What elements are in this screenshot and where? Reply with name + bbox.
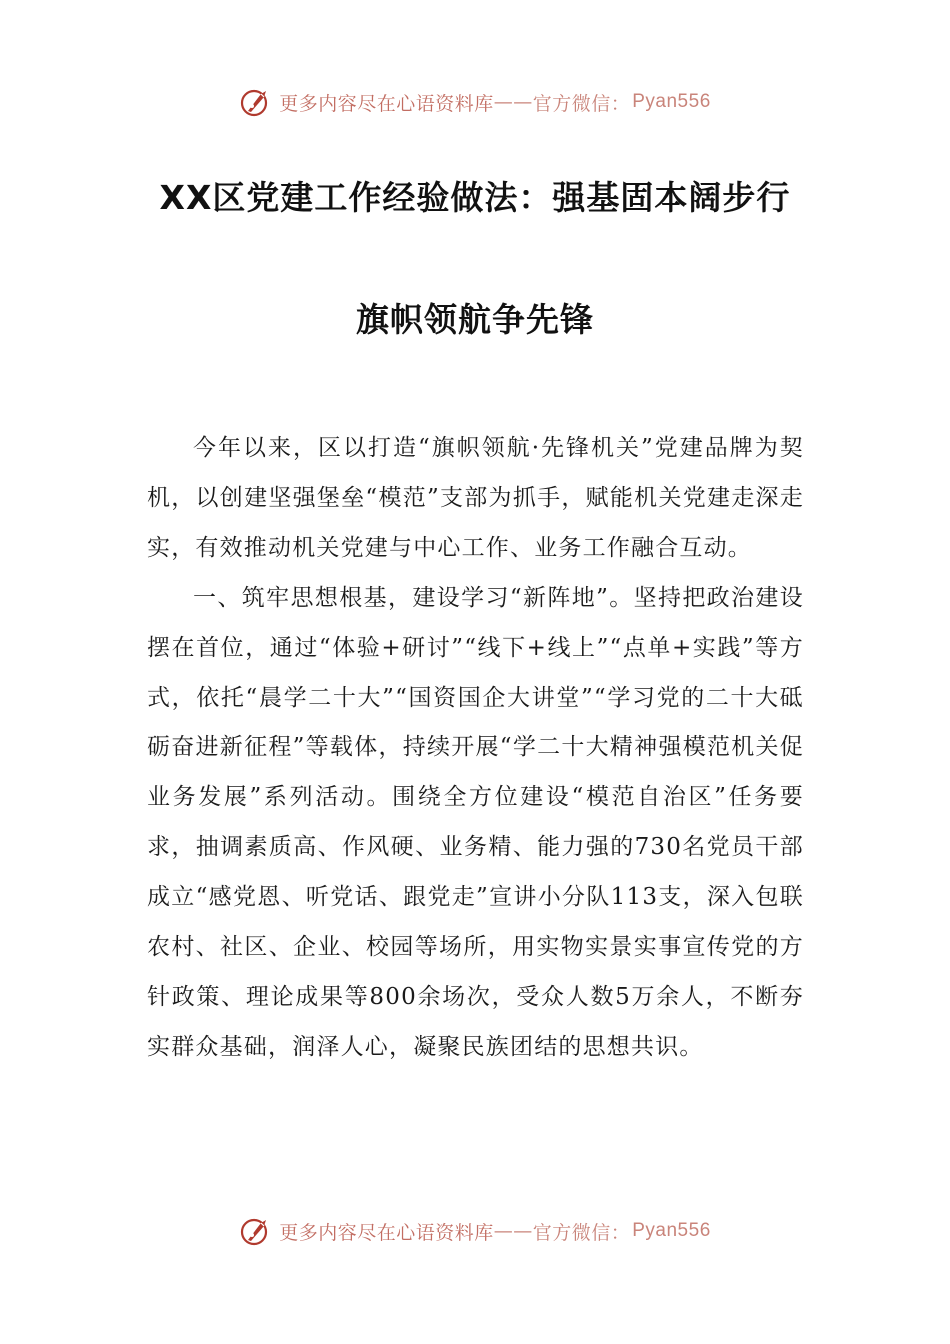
pen-nib-logo-icon <box>239 85 273 119</box>
document-title-line-1: XX区党建工作经验做法：强基固本阔步行 <box>159 178 791 217</box>
document-title-line-2: 旗帜领航争先锋 <box>356 300 594 339</box>
watermark-label: 官方微信： <box>532 1221 631 1244</box>
watermark-separator: —— <box>493 1220 533 1242</box>
watermark-main-text: 更多内容尽在心语资料库 <box>279 92 494 115</box>
header-watermark <box>0 82 950 122</box>
watermark-label: 官方微信： <box>532 92 631 115</box>
paragraph-intro: 今年以来，区以打造“旗帜领航·先锋机关”党建品牌为契机，以创建坚强堡垒“模范”支部为抓手，赋能机关党建走深走实，有效推动机关党建与中心工作、业务工作融合互动。 <box>147 435 804 561</box>
watermark-wechat-id: Pyan556 <box>632 91 711 112</box>
paragraph-section-1: 一、筑牢思想根基，建设学习“新阵地”。坚持把政治建设摆在首位，通过“体验+研讨”“线下+线上”“点单+实践”等方式，依托“晨学二十大”“国资国企大讲堂”“学习党的二十大砥砺奋进新征程”等载体，持续开展“学二十大精神强模范机关促业务发展”系列活动。围绕全方位建设“模范自治区”任务要求，抽调素质高、作风硬、业务精、能力强的730名党员干部成立“感党恩、听党话、跟党走”宣讲小分队113支，深入包联农村、社区、企业、校园等场所，用实物实景实事宣传党的方针政策、理论成果等800余场次，受众人数5万余人，不断夯实群众基础，润泽人心，凝聚民族团结的思想共识。 <box>147 584 804 1060</box>
footer-watermark <box>0 1211 950 1251</box>
document-body <box>147 424 804 1073</box>
watermark-wechat-id: Pyan556 <box>632 1220 711 1241</box>
pen-nib-logo-icon <box>239 1214 273 1248</box>
watermark-separator: —— <box>493 91 533 113</box>
watermark-main-text: 更多内容尽在心语资料库 <box>279 1221 494 1244</box>
